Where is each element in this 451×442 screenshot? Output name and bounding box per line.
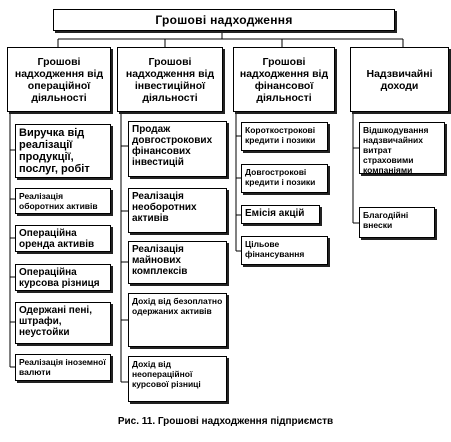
item-penalties: Одержані пені, штрафи, неустойки [15,302,111,344]
item-nonoperating-fx-income: Дохід від неопераційної курсової різниці [128,356,227,402]
item-operating-lease: Операційна оренда активів [15,225,111,252]
item-short-term-loans: Короткострокові кредити і позики [241,122,328,151]
category-extraordinary: Надзвичайні доходи [350,47,449,112]
item-fx-sale: Реалізація іноземної валюти [15,354,111,381]
item-targeted-funding: Цільове фінансування [241,236,328,265]
item-noncurrent-assets-sale: Реалізація необоротних активів [128,188,227,233]
item-share-issue: Емісія акцій [241,205,320,224]
figure-caption: Рис. 11. Грошові надходження підприємств [117,416,334,427]
item-lt-investments-sale: Продаж довгострокових фінансових інвестицій [128,121,227,177]
category-financing: Грошові надходження від фінансової діяльності [233,47,335,112]
category-investing: Грошові надходження від інвестиційної діяльності [117,47,223,112]
item-free-assets-income: Дохід від безоплатно одержаних активів [128,293,227,347]
item-property-complex-sale: Реалізація майнових комплексів [128,241,227,284]
item-charitable-contributions: Благодійні внески [359,207,435,238]
item-long-term-loans: Довгострокові кредити і позики [241,164,328,193]
item-insurance-compensation: Відшкодування надзвичайних витрат страховими компаніями [359,122,445,174]
diagram-title: Грошові надходження [53,9,395,31]
item-revenue: Виручка від реалізації продукції, послуг, робіт [15,124,111,178]
category-operating: Грошові надходження від операційної діяльності [7,47,111,112]
item-current-assets-sale: Реалізація оборотних активів [15,188,111,214]
item-operating-fx: Операційна курсова різниця [15,264,111,291]
